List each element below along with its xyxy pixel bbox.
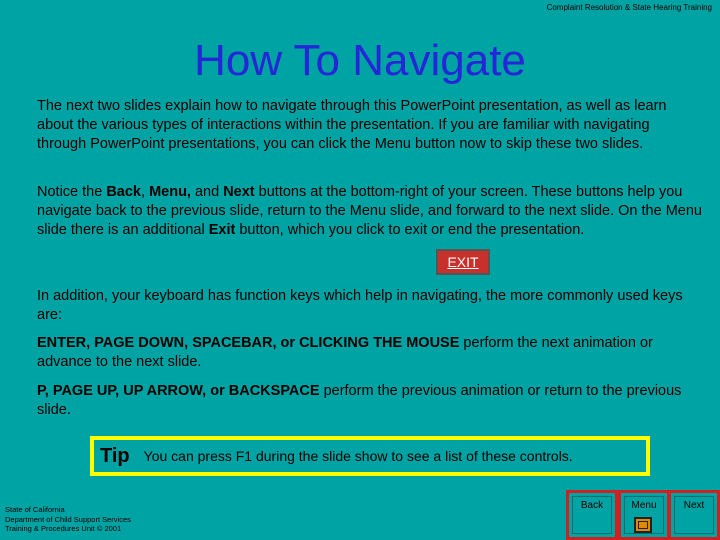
footer-line: Department of Child Support Services [5,514,131,524]
bold-back: Back [106,184,141,200]
tip-label: Tip [100,444,130,467]
intro-paragraph: The next two slides explain how to navigate through this PowerPoint presentation, as well as learn about the various types of interactions within the presentation. If you are familiar with navigating through PowerPoint presentations, you can click the Menu button now to skip these two slides. [37,98,667,152]
tip-box [90,436,650,476]
menu-button[interactable] [618,490,670,540]
text-span: , [141,184,150,200]
exit-button[interactable]: EXIT [436,249,490,275]
next-button[interactable] [668,490,720,540]
previous-keys-paragraph [37,382,697,420]
back-label: Back [580,500,604,511]
bold-exit: Exit [208,222,236,238]
buttons-paragraph [37,183,702,240]
previous-keys: P, PAGE UP, UP ARROW, or BACKSPACE [37,383,320,399]
menu-square-icon [634,517,652,533]
text-span: buttons at the bottom-right of your screen. These buttons help you navigate back to the previous slide, return to the Menu slide, and forward to the next slide. On the Menu slide there is an additional [37,184,702,238]
text-span: and [190,184,224,200]
advance-keys-paragraph [37,334,697,372]
header-note: Complaint Resolution & State Hearing Training [546,3,712,12]
page-title: How To Navigate [194,36,526,85]
bold-menu: Menu, [149,184,191,200]
menu-label: Menu [631,500,657,511]
tip-text: You can press F1 during the slide show to see a list of these controls. [143,448,573,464]
footer-credits [5,505,131,534]
keyboard-paragraph: In addition, your keyboard has function keys which help in navigating, the more commonly used keys are: [37,288,683,323]
footer-line: Training & Procedures Unit © 2001 [5,524,122,533]
text-span: button, which you click to exit or end the presentation. [235,222,585,238]
advance-keys-desc: perform the next animation or advance to the next slide. [37,335,653,370]
bold-next: Next [223,184,255,200]
back-button[interactable] [566,490,618,540]
next-label: Next [683,500,705,511]
footer-line: State of California [5,505,65,514]
advance-keys: ENTER, PAGE DOWN, SPACEBAR, or CLICKING THE MOUSE [37,335,460,351]
previous-keys-desc: perform the previous animation or return to the previous slide. [37,383,682,418]
text-span: Notice the [37,184,107,200]
